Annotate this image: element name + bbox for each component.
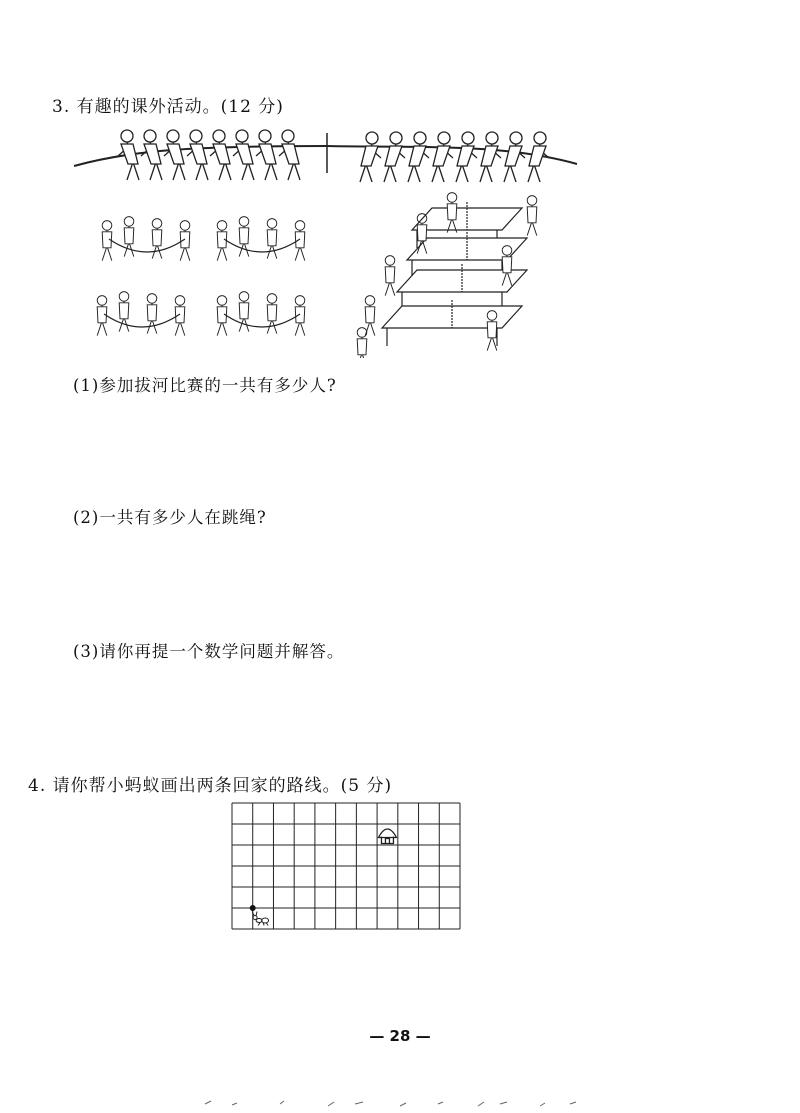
scan-artifact-line <box>0 1092 800 1113</box>
ant-icon <box>252 912 269 926</box>
sub-question-1: (1)参加拔河比赛的一共有多少人? <box>73 376 337 395</box>
page-number: — 28 — <box>369 1027 431 1045</box>
tug-of-war-illustration <box>74 130 577 182</box>
question-3-title: 3. 有趣的课外活动。(12 分) <box>52 97 284 117</box>
home-icon <box>378 829 396 844</box>
start-dot <box>250 905 256 911</box>
sub-question-2: (2)一共有多少人在跳绳? <box>73 508 267 527</box>
activities-illustration <box>72 118 582 358</box>
question-4-title: 4. 请你帮小蚂蚁画出两条回家的路线。(5 分) <box>28 776 393 796</box>
sub-question-3: (3)请你再提一个数学问题并解答。 <box>73 642 345 661</box>
jump-rope-illustration <box>97 217 305 336</box>
ping-pong-illustration <box>357 193 537 358</box>
route-grid[interactable] <box>230 801 462 931</box>
